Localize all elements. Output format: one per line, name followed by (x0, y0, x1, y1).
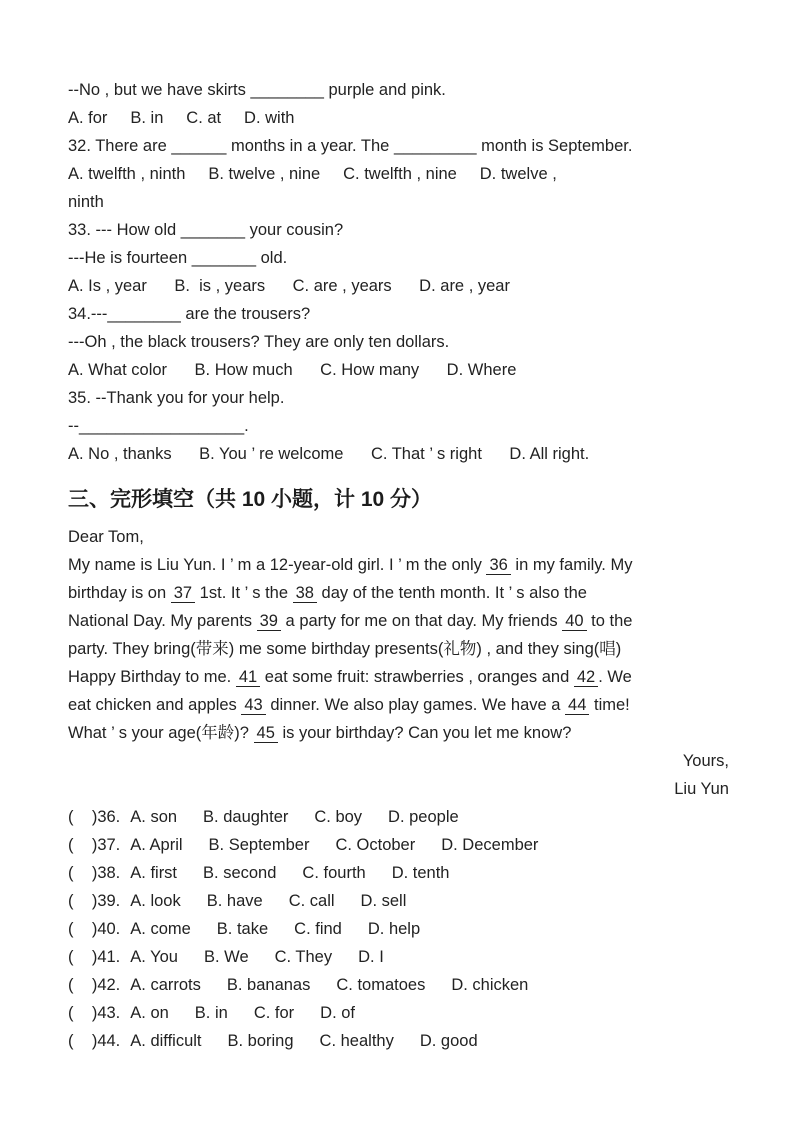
answer-option: C. for (253, 1004, 295, 1022)
answer-option: C. call (288, 892, 335, 910)
question-text-line: --__________________. (68, 417, 249, 435)
answer-option: A. on (130, 1004, 169, 1022)
question-text-line: ninth (68, 193, 104, 211)
answer-option: A. carrots (130, 976, 201, 994)
answer-option: A. You (130, 948, 178, 966)
answer-option: B. daughter (203, 808, 289, 826)
cloze-question-row (68, 915, 729, 943)
question-text-line: A. for B. in C. at D. with (68, 109, 295, 127)
answer-option: C. fourth (302, 864, 366, 882)
answer-option: A. son (130, 808, 178, 826)
cloze-blank-number: 37 (171, 584, 195, 603)
answer-option: D. sell (360, 892, 407, 910)
answer-option: D. December (441, 836, 539, 854)
cloze-question-row (68, 943, 729, 971)
question-text-line: ---Oh , the black trousers? They are only ten dollars. (68, 333, 450, 351)
letter-body-line: party. They bring(带来) me some birthday presents(礼物) , and they sing(唱) (68, 640, 622, 658)
answer-paren-and-number: ( )42. (68, 976, 121, 994)
question-text-line: A. No , thanks B. You ’ re welcome C. That ’ s right D. All right. (68, 445, 590, 463)
cloze-blank-number: 45 (254, 724, 278, 743)
answer-option: B. have (206, 892, 263, 910)
cloze-blank-number: 42 (574, 668, 598, 687)
letter-body (68, 551, 729, 747)
answer-option: B. bananas (226, 976, 311, 994)
cloze-section-heading: 三、完形填空（共 10 小题，计 10 分） (68, 488, 433, 511)
answer-paren-and-number: ( )40. (68, 920, 121, 938)
answer-option: C. They (274, 948, 333, 966)
answer-paren-and-number: ( )39. (68, 892, 121, 910)
answer-option: C. find (294, 920, 342, 938)
cloze-blank-number: 43 (241, 696, 265, 715)
answer-option: D. chicken (451, 976, 529, 994)
answer-option: B. September (208, 836, 310, 854)
question-text-line: --No , but we have skirts ________ purple and pink. (68, 81, 446, 99)
cloze-question-row (68, 803, 729, 831)
answer-paren-and-number: ( )44. (68, 1032, 121, 1050)
grammar-questions-block (68, 76, 729, 468)
answer-paren-and-number: ( )43. (68, 1004, 121, 1022)
question-text-line: 35. --Thank you for your help. (68, 389, 285, 407)
answer-option: A. first (130, 864, 178, 882)
answer-option: C. October (335, 836, 416, 854)
letter-body-line: National Day. My parents 39 a party for me on that day. My friends 40 to the (68, 612, 633, 630)
answer-option: B. take (216, 920, 269, 938)
cloze-blank-number: 44 (565, 696, 589, 715)
letter-body-line: eat chicken and apples 43 dinner. We also play games. We have a 44 time! (68, 696, 630, 714)
cloze-blank-number: 38 (293, 584, 317, 603)
question-text-line: ---He is fourteen _______ old. (68, 249, 288, 267)
answer-paren-and-number: ( )37. (68, 836, 121, 854)
cloze-question-row (68, 859, 729, 887)
answer-option: D. tenth (391, 864, 450, 882)
answer-option: C. healthy (319, 1032, 394, 1050)
letter-signature: Liu Yun (674, 780, 729, 798)
letter-salutation: Dear Tom, (68, 528, 144, 546)
question-text-line: 32. There are ______ months in a year. The _________ month is September. (68, 137, 633, 155)
cloze-question-row (68, 971, 729, 999)
question-text-line: 33. --- How old _______ your cousin? (68, 221, 344, 239)
answer-option: A. difficult (130, 1032, 202, 1050)
letter-body-line: My name is Liu Yun. I ’ m a 12-year-old girl. I ’ m the only 36 in my family. My (68, 556, 633, 574)
question-text-line: A. twelfth , ninth B. twelve , nine C. twelfth , nine D. twelve , (68, 165, 557, 183)
answer-paren-and-number: ( )41. (68, 948, 121, 966)
answer-option: D. help (367, 920, 421, 938)
answer-option: B. boring (227, 1032, 294, 1050)
answer-option: D. good (419, 1032, 478, 1050)
answer-paren-and-number: ( )36. (68, 808, 121, 826)
answer-option: C. boy (314, 808, 363, 826)
cloze-question-row (68, 831, 729, 859)
letter-closing: Yours, (682, 752, 729, 770)
cloze-letter (68, 523, 729, 803)
cloze-blank-number: 39 (257, 612, 281, 631)
answer-option: B. We (204, 948, 249, 966)
cloze-questions-block (68, 803, 729, 1055)
cloze-question-row (68, 1027, 729, 1055)
answer-option: B. second (203, 864, 277, 882)
cloze-blank-number: 40 (562, 612, 586, 631)
letter-body-line: birthday is on 37 1st. It ’ s the 38 day of the tenth month. It ’ s also the (68, 584, 587, 602)
answer-option: D. people (388, 808, 459, 826)
answer-option: D. of (320, 1004, 356, 1022)
cloze-blank-number: 36 (486, 556, 510, 575)
letter-body-line: What ’ s your age(年龄)? 45 is your birthday? Can you let me know? (68, 724, 572, 742)
question-text-line: 34.---________ are the trousers? (68, 305, 311, 323)
answer-option: A. April (130, 836, 183, 854)
answer-paren-and-number: ( )38. (68, 864, 121, 882)
cloze-blank-number: 41 (236, 668, 260, 687)
letter-body-line: Happy Birthday to me. 41 eat some fruit: strawberries , oranges and 42 . We (68, 668, 632, 686)
cloze-question-row (68, 999, 729, 1027)
answer-option: A. come (130, 920, 191, 938)
question-text-line: A. Is , year B. is , years C. are , years D. are , year (68, 277, 510, 295)
answer-option: A. look (130, 892, 181, 910)
answer-option: B. in (194, 1004, 228, 1022)
answer-option: C. tomatoes (336, 976, 426, 994)
cloze-question-row (68, 887, 729, 915)
answer-option: D. I (358, 948, 384, 966)
question-text-line: A. What color B. How much C. How many D. Where (68, 361, 517, 379)
